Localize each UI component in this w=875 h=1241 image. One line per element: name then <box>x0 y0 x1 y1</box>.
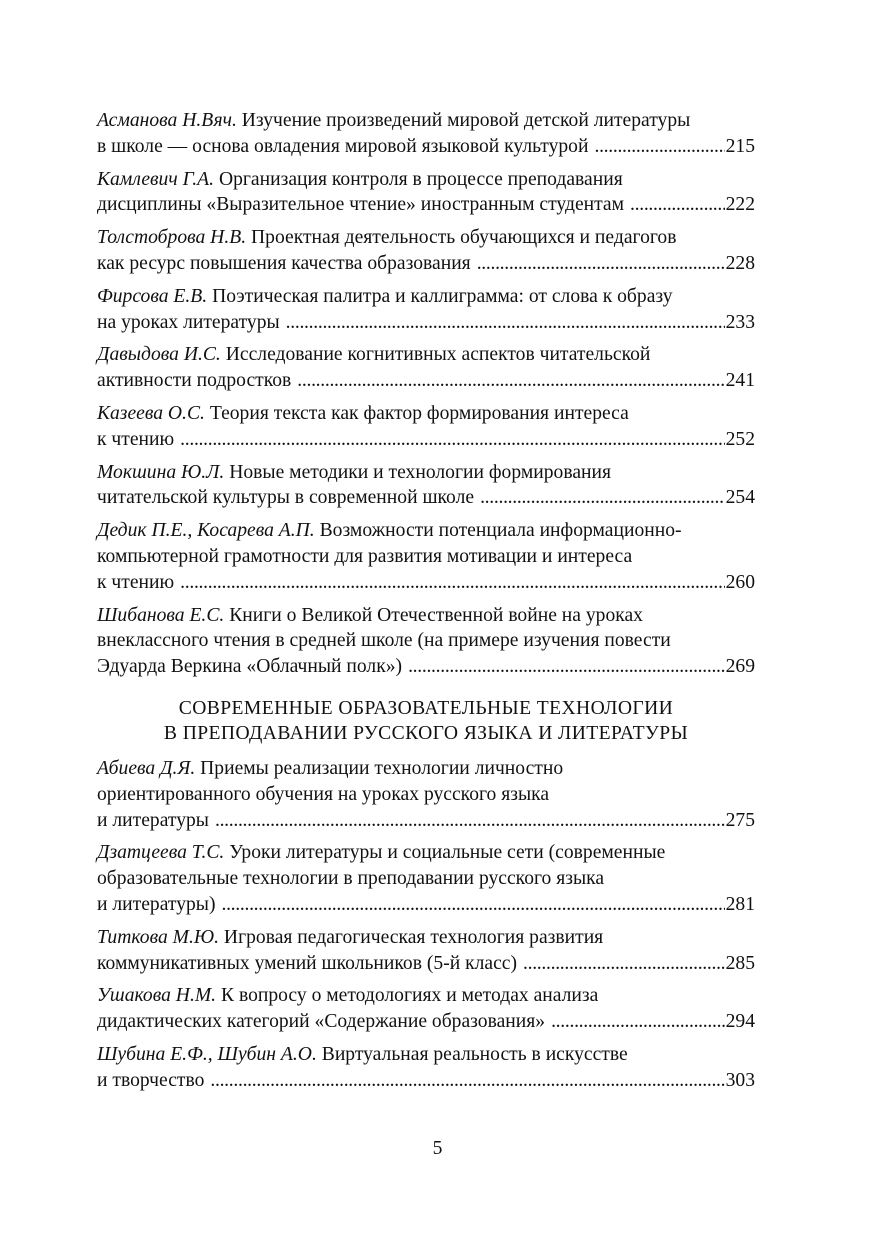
toc-list-part1 <box>97 108 755 680</box>
toc-entry-author: Фирсова Е.В. <box>97 285 208 307</box>
toc-entry <box>97 840 755 917</box>
toc-entry <box>97 342 755 394</box>
toc-entry-page-number: 303 <box>725 1069 755 1091</box>
toc-entry-title: Виртуальная реальность в искусстве <box>321 1043 628 1065</box>
leader-dots <box>480 485 725 511</box>
toc-entry-title: на уроках литературы <box>97 311 280 333</box>
toc-entry-line <box>97 1042 755 1068</box>
leader-dots <box>221 892 724 918</box>
toc-entry-line <box>97 840 755 866</box>
toc-entry-title: Поэтическая палитра и каллиграмма: от слова к образу <box>212 285 673 307</box>
toc-entry <box>97 983 755 1035</box>
toc-entry-last-line <box>97 485 755 511</box>
toc-entry-page-number: 215 <box>725 135 755 157</box>
toc-entry <box>97 225 755 277</box>
toc-entry-title: Эдуарда Веркина «Облачный полк») <box>97 656 403 678</box>
toc-entry-line <box>97 342 755 368</box>
toc-entry-line <box>97 866 755 892</box>
leader-dots <box>180 427 724 453</box>
toc-entry-title: и творчество <box>97 1069 205 1091</box>
toc-entry-title: Приемы реализации технологии личностно <box>200 757 564 779</box>
toc-entry <box>97 1042 755 1094</box>
toc-entry-author: Абиева Д.Я. <box>97 757 196 779</box>
toc-entry <box>97 167 755 219</box>
toc-entry-last-line <box>97 570 755 596</box>
toc-entry-last-line <box>97 310 755 336</box>
toc-entry-title: к чтению <box>97 571 175 593</box>
toc-entry-title: Возможности потенциала информационно- <box>319 520 682 542</box>
toc-entry-last-line <box>97 192 755 218</box>
toc-entry <box>97 401 755 453</box>
toc-entry <box>97 108 755 160</box>
toc-entry-title: Проектная деятельность обучающихся и педагогов <box>251 227 677 249</box>
toc-entry-author: Шубина Е.Ф., Шубин А.О. <box>97 1043 317 1065</box>
toc-entry-author: Казеева О.С. <box>97 402 205 424</box>
toc-entry-page-number: 233 <box>725 311 755 333</box>
toc-entry-line <box>97 518 755 544</box>
toc-entry-title: компьютерной грамотности для развития мотивации и интереса <box>97 545 633 567</box>
toc-entry-line <box>97 782 755 808</box>
toc-entry-last-line <box>97 951 755 977</box>
toc-entry-last-line <box>97 251 755 277</box>
leader-dots <box>408 654 725 680</box>
toc-entry-page-number: 260 <box>725 571 755 593</box>
toc-entry-line <box>97 167 755 193</box>
toc-entry-line <box>97 983 755 1009</box>
toc-entry-page-number: 281 <box>725 893 755 915</box>
toc-list-part2 <box>97 756 755 1094</box>
toc-entry-line <box>97 603 755 629</box>
toc-entry-line <box>97 628 755 654</box>
toc-entry-title: Организация контроля в процессе преподавания <box>218 168 623 190</box>
leader-dots <box>297 368 724 394</box>
toc-entry-line <box>97 544 755 570</box>
leader-dots <box>180 570 724 596</box>
toc-entry-title: коммуникативных умений школьников (5-й класс) <box>97 952 518 974</box>
section-heading-line1: СОВРЕМЕННЫЕ ОБРАЗОВАТЕЛЬНЫЕ ТЕХНОЛОГИИ <box>178 697 674 719</box>
toc-entry-author: Титкова М.Ю. <box>97 926 220 948</box>
leader-dots <box>215 808 725 834</box>
toc-entry-title: образовательные технологии в преподавании русского языка <box>97 868 605 890</box>
toc-entry-title: Изучение произведений мировой детской литературы <box>241 110 691 131</box>
toc-entry-title: Уроки литературы и социальные сети (современные <box>229 842 666 864</box>
leader-dots <box>210 1068 724 1094</box>
leader-dots <box>523 951 725 977</box>
toc-entry-line <box>97 401 755 427</box>
toc-entry-title: в школе — основа овладения мировой языковой культурой <box>97 135 589 157</box>
toc-entry-author: Асманова Н.Вяч. <box>97 110 237 131</box>
toc-entry-title: дисциплины «Выразительное чтение» иностранным студентам <box>97 194 625 216</box>
toc-entry-last-line <box>97 892 755 918</box>
toc-entry-last-line <box>97 654 755 680</box>
toc-entry-author: Мокшина Ю.Л. <box>97 461 225 483</box>
toc-entry-title: К вопросу о методологиях и методах анализа <box>220 985 599 1007</box>
leader-dots <box>630 192 725 218</box>
toc-entry-last-line <box>97 1068 755 1094</box>
toc-entry-last-line <box>97 368 755 394</box>
toc-entry-title: Исследование когнитивных аспектов читательской <box>225 344 651 366</box>
leader-dots <box>477 251 725 277</box>
leader-dots <box>594 134 724 160</box>
toc-entry-author: Дзатцеева Т.С. <box>97 842 225 864</box>
section-heading <box>97 696 755 746</box>
toc-entry <box>97 518 755 595</box>
toc-entry <box>97 603 755 680</box>
toc-entry-author: Ушакова Н.М. <box>97 985 217 1007</box>
toc-entry-title: и литературы) <box>97 893 216 915</box>
toc-entry-page-number: 269 <box>725 656 755 678</box>
section-heading-line2: В ПРЕПОДАВАНИИ РУССКОГО ЯЗЫКА И ЛИТЕРАТУРЫ <box>163 722 689 744</box>
toc-entry-line <box>97 108 755 134</box>
toc-entry-author: Шибанова Е.С. <box>97 604 225 626</box>
toc-entry-last-line <box>97 1009 755 1035</box>
page-number: 5 <box>432 1138 443 1159</box>
toc-content <box>97 108 755 1101</box>
toc-entry-page-number: 228 <box>725 252 755 274</box>
toc-entry-title: Теория текста как фактор формирования интереса <box>209 402 629 424</box>
toc-entry-page-number: 222 <box>725 194 755 216</box>
toc-entry-title: Игровая педагогическая технология развития <box>223 926 604 948</box>
toc-entry-title: и литературы <box>97 809 209 831</box>
toc-entry-line <box>97 460 755 486</box>
toc-entry-title: Новые методики и технологии формирования <box>229 461 611 483</box>
toc-entry-title: как ресурс повышения качества образования <box>97 252 471 274</box>
toc-entry-line <box>97 925 755 951</box>
toc-entry-title: дидактических категорий «Содержание образования» <box>97 1011 546 1033</box>
toc-entry <box>97 284 755 336</box>
toc-entry-line <box>97 225 755 251</box>
toc-entry <box>97 460 755 512</box>
toc-entry-last-line <box>97 134 755 160</box>
toc-entry-author: Давыдова И.С. <box>97 344 221 366</box>
toc-entry-line <box>97 756 755 782</box>
toc-entry-author: Толстоброва Н.В. <box>97 227 247 249</box>
toc-entry-last-line <box>97 808 755 834</box>
toc-entry-page-number: 254 <box>725 487 755 509</box>
toc-entry <box>97 925 755 977</box>
toc-entry-line <box>97 284 755 310</box>
leader-dots <box>551 1009 725 1035</box>
toc-entry-title: к чтению <box>97 428 175 450</box>
toc-entry-page-number: 285 <box>725 952 755 974</box>
leader-dots <box>286 310 725 336</box>
toc-entry-page-number: 252 <box>725 428 755 450</box>
toc-entry-title: ориентированного обучения на уроках русского языка <box>97 783 550 805</box>
toc-entry-page-number: 241 <box>725 370 755 392</box>
toc-entry-last-line <box>97 427 755 453</box>
toc-entry <box>97 756 755 833</box>
toc-entry-title: читательской культуры в современной школе <box>97 487 475 509</box>
toc-entry-author: Дедик П.Е., Косарева А.П. <box>97 520 315 542</box>
toc-entry-title: активности подростков <box>97 370 292 392</box>
toc-entry-author: Камлевич Г.А. <box>97 168 215 190</box>
toc-entry-title: Книги о Великой Отечественной войне на уроках <box>229 604 643 626</box>
toc-entry-title: внеклассного чтения в средней школе (на примере изучения повести <box>97 630 671 652</box>
toc-entry-page-number: 294 <box>725 1011 755 1033</box>
toc-entry-page-number: 275 <box>725 809 755 831</box>
